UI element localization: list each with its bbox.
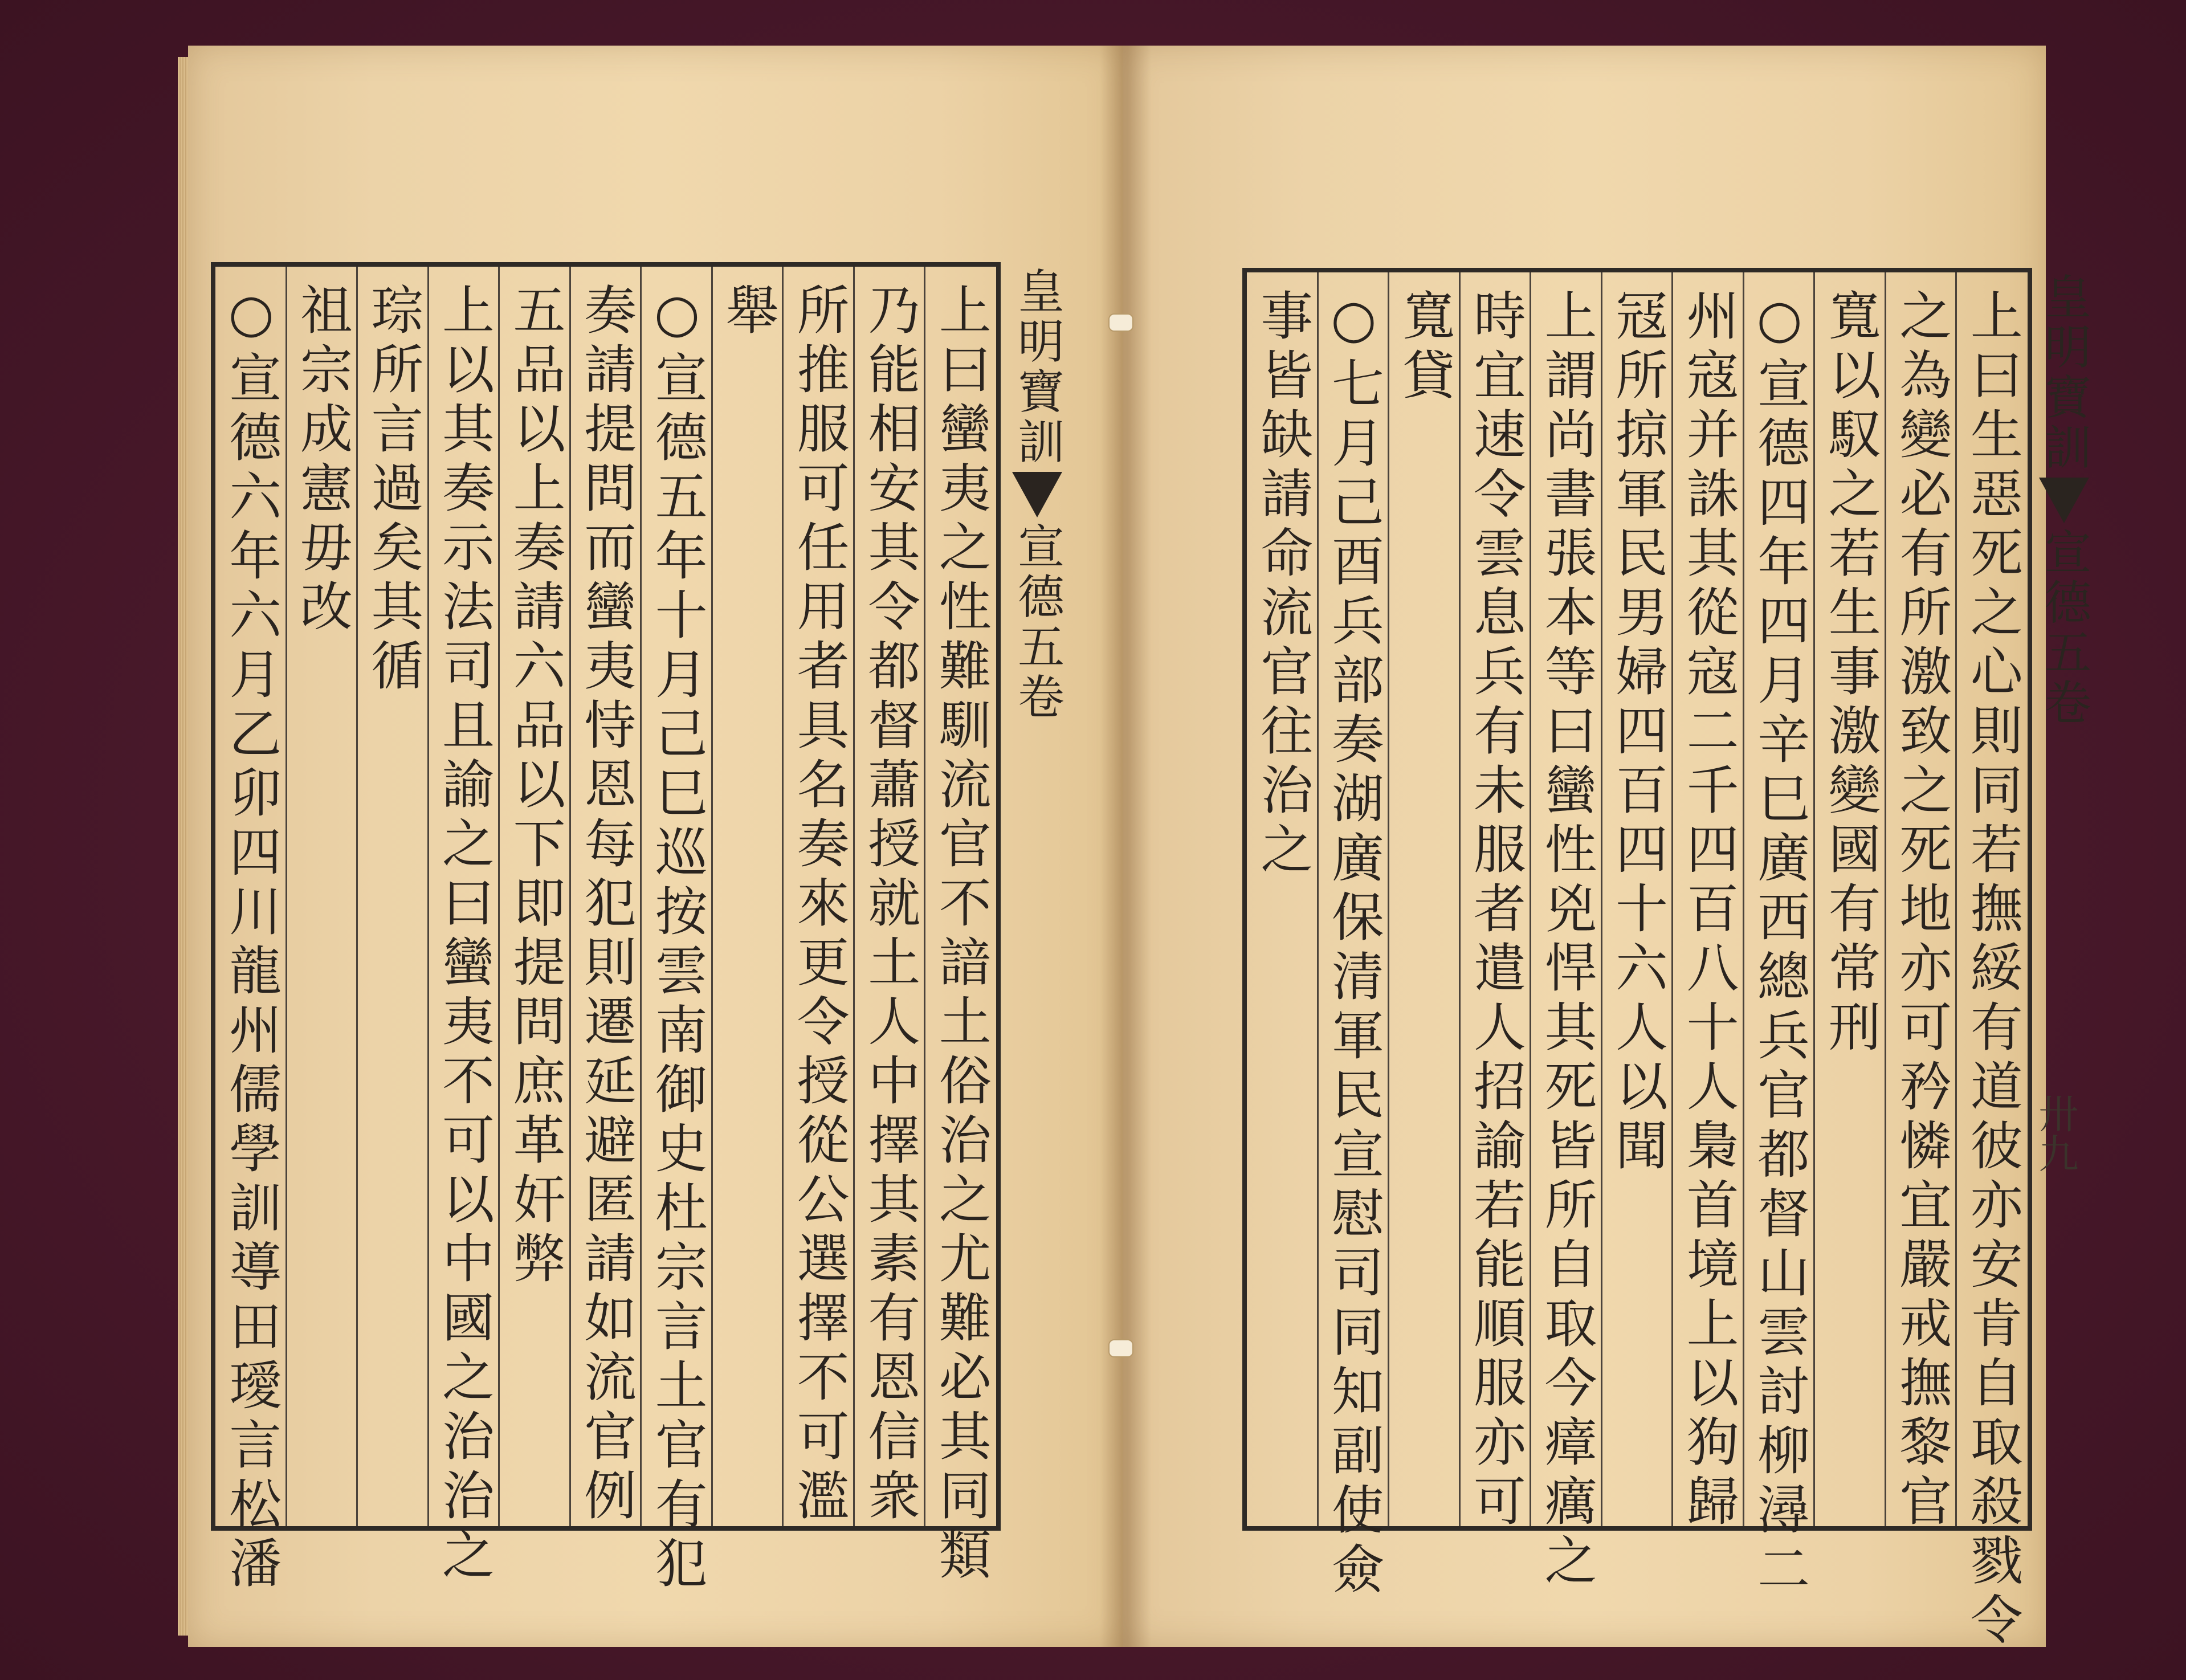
column-text: 乃能相安其令都督蕭授就土人中擇其素有恩信衆 — [859, 283, 921, 1527]
text-column — [1460, 272, 1531, 1533]
column-rule — [1530, 272, 1531, 1526]
column-text: 之為變必有所激致之死地亦可矜憐宜嚴戒撫黎官 — [1891, 288, 1952, 1533]
right-margin-title: 皇明寶訓 — [2037, 272, 2091, 473]
column-rule — [498, 267, 500, 1526]
column-rule — [1601, 272, 1602, 1526]
column-rule — [286, 267, 287, 1526]
column-rule — [640, 267, 642, 1526]
column-text: 時宜速令雲息兵有未服者遣人招諭若能順服亦可 — [1465, 288, 1526, 1533]
column-rule — [569, 267, 571, 1526]
column-text: ○宣德六年六月乙卯四川龍州儒學訓導田璦言松潘 — [221, 283, 282, 1595]
column-rule — [1671, 272, 1673, 1526]
column-text: 祖宗成憲毋改 — [291, 283, 353, 638]
text-column — [1247, 272, 1318, 1526]
column-text: 事皆缺請命流官往治之 — [1252, 288, 1314, 881]
text-column — [1531, 272, 1602, 1592]
left-margin-banxin — [1010, 267, 1065, 1526]
text-column — [215, 267, 287, 1595]
column-text: ○宣德四年四月辛巳廣西總兵官都督山雲討柳潯二 — [1749, 288, 1810, 1601]
text-column — [570, 267, 642, 1526]
text-column — [712, 267, 784, 1526]
column-text: 州寇并誅其從寇二千四百八十人梟首境上以狗歸 — [1678, 288, 1739, 1533]
text-column — [287, 267, 358, 1526]
left-margin-section: 宣德五卷 — [1010, 522, 1065, 723]
fishtail-mark-icon — [2039, 478, 2089, 523]
column-text: 奏請提問而蠻夷恃恩每犯則遷延避匿請如流官例 — [576, 283, 637, 1527]
column-text: 上以其奏示法司且諭之曰蠻夷不可以中國之治治之 — [433, 283, 495, 1587]
text-column — [641, 267, 712, 1595]
text-column — [1744, 272, 1815, 1601]
column-text: 舉 — [717, 283, 779, 342]
text-column — [1602, 272, 1673, 1526]
column-rule — [427, 267, 429, 1526]
text-column — [357, 267, 429, 1526]
column-rule — [1955, 272, 1957, 1526]
text-column — [499, 267, 570, 1526]
right-page — [1123, 46, 2091, 1652]
column-text: 寬以馭之若生事激變國有常刑 — [1820, 288, 1881, 1059]
text-column — [1673, 272, 1744, 1533]
column-rule — [1459, 272, 1461, 1526]
binding-thread — [1108, 313, 1133, 332]
text-column — [1956, 272, 2028, 1652]
right-margin-banxin — [2037, 272, 2091, 1526]
column-text: 上曰生惡死之心則同若撫綏有道彼亦安肯自取殺戮令 — [1961, 288, 2023, 1652]
column-text: 所推服可任用者具名奏來更令授從公選擇不可濫 — [788, 283, 850, 1527]
text-column — [429, 267, 500, 1587]
column-rule — [1813, 272, 1815, 1526]
text-column — [783, 267, 854, 1526]
column-text: ○七月己酉兵部奏湖廣保清軍民宣慰司同知副使僉 — [1323, 288, 1384, 1601]
column-rule — [924, 267, 925, 1526]
right-text-frame — [1242, 268, 2091, 1652]
text-column — [1814, 272, 1886, 1526]
column-text: ○宣德五年十月己巳巡按雲南御史杜宗言土官有犯 — [646, 283, 708, 1595]
text-column — [1886, 272, 1957, 1533]
book-spine — [1100, 46, 1151, 1647]
left-page — [188, 46, 1125, 1647]
column-text: 冦所掠軍民男婦四百四十六人以聞 — [1607, 288, 1669, 1177]
left-text-frame — [211, 262, 1065, 1595]
column-rule — [1388, 272, 1389, 1526]
text-column — [1318, 272, 1389, 1601]
right-margin-section: 宣德五卷 — [2037, 528, 2091, 728]
column-text: 上謂尚書張本等曰蠻性兇悍其死皆所自取今瘴癘之 — [1536, 288, 1597, 1592]
left-margin-title: 皇明寶訓 — [1010, 267, 1065, 467]
column-rule — [1885, 272, 1886, 1526]
page-number: 卅九 — [2032, 1093, 2079, 1173]
open-book — [188, 46, 2091, 1652]
text-column — [854, 267, 925, 1526]
column-rule — [782, 267, 784, 1526]
fishtail-mark-icon — [1012, 472, 1062, 517]
column-text: 寬貸 — [1394, 288, 1455, 407]
column-rule — [1743, 272, 1744, 1526]
text-column — [1389, 272, 1460, 1526]
column-text: 上曰蠻夷之性難馴流官不諳土俗治之尤難必其同類 — [930, 283, 992, 1587]
column-rule — [853, 267, 855, 1526]
binding-thread — [1108, 1339, 1133, 1357]
column-text: 琮所言過矣其循 — [362, 283, 424, 698]
column-text: 五品以上奏請六品以下即提問庶革奸弊 — [504, 283, 566, 1290]
column-rule — [711, 267, 713, 1526]
column-rule — [1317, 272, 1319, 1526]
text-column — [925, 267, 996, 1587]
column-rule — [356, 267, 358, 1526]
